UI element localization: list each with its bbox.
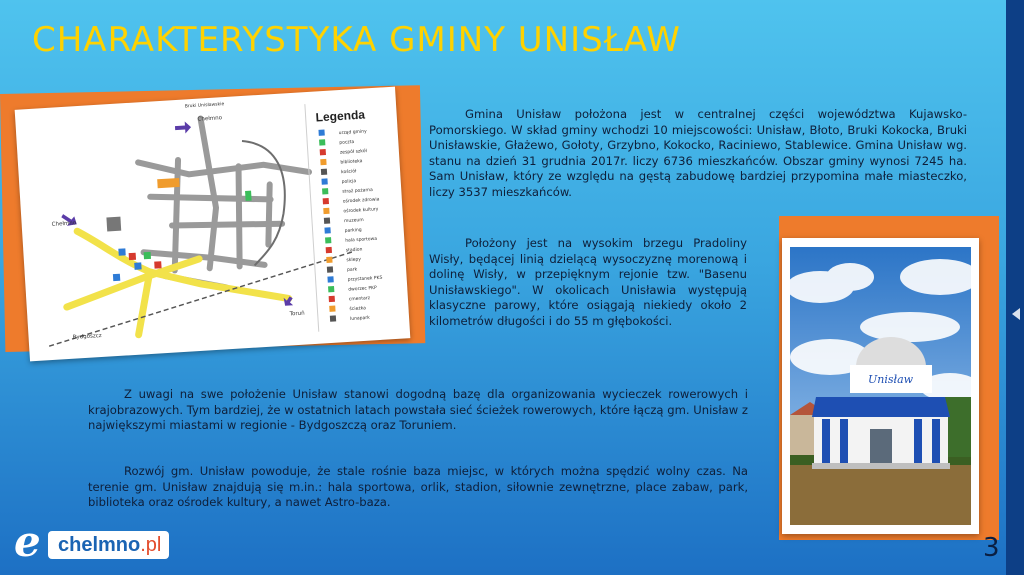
legend-item-icon: [322, 188, 328, 194]
legend-item-icon: [321, 178, 327, 184]
place-label-southwest: Bydgoszcz: [72, 332, 102, 341]
legend-item-icon: [323, 198, 329, 204]
legend-item-icon: [325, 237, 331, 243]
legend-item-label: ścieżka: [349, 306, 367, 313]
legend-item-label: sklepy: [346, 257, 362, 264]
place-label-east: Toruń: [289, 310, 305, 318]
legend-item-icon: [319, 139, 325, 145]
legend-item-icon: [330, 315, 336, 321]
legend-item-label: park: [346, 267, 358, 274]
observatory-drawing: [790, 247, 971, 525]
building-sign: Unisław: [868, 373, 914, 386]
school-marker: [157, 178, 180, 188]
legend-item-label: parking: [344, 227, 362, 234]
legend-item-label: ośrodek kultury: [343, 207, 379, 215]
observatory-photo: [782, 238, 979, 534]
map-legend-items: [318, 126, 387, 323]
logo-e-icon: e: [14, 517, 41, 566]
right-edge-bar: [1006, 0, 1024, 575]
legend-item-icon: [323, 208, 329, 214]
street-grid: [136, 112, 316, 292]
legend-item-label: przystanek PKS: [347, 275, 383, 283]
chelmno-pl-logo[interactable]: [10, 517, 210, 566]
logo-name: chelmno: [58, 534, 141, 556]
legend-item-label: straż pożarna: [342, 187, 374, 195]
legend-item-icon: [321, 169, 327, 175]
legend-item-label: biblioteka: [340, 159, 363, 166]
legend-item-icon: [320, 149, 326, 155]
place-label-north-road: Bruki Unisławskie: [184, 102, 225, 110]
legend-item-label: lunapark: [349, 315, 370, 322]
slide-number: 3: [983, 533, 1000, 563]
paragraph-tourism: Z uwagi na swe położenie Unisław stanowi dogodną bazę dla organizowania wycieczek rowerowych i krajobrazowych. Tym bardziej, że w ostatnich latach powstała sieć ścieżek rowerowych, które łączą gm. Unisław z największymi miastami w regionie - Bydgoszczą oraz Toruniem.: [88, 387, 748, 433]
logo-text: [48, 531, 169, 559]
legend-item-icon: [326, 257, 332, 263]
legend-item-icon: [324, 227, 330, 233]
paragraph-geography: Położony jest na wysokim brzegu Pradoliny Wisły, będącej linią dzielącą wysoczyznę morenową i dolinę Wisły, w przepięknym rejonie tzw. "Basenu Unisławskiego". W okolicach Unisławia występują klasyczne parowy, które osiągają niekiedy około 2 kilometrów długości i do 55 m głębokości.: [429, 236, 747, 328]
church-marker: [106, 217, 121, 232]
place-label-north: Chełmno: [197, 115, 223, 123]
legend-item-icon: [318, 129, 324, 135]
legend-item-label: ośrodek zdrowia: [342, 197, 380, 205]
legend-item-icon: [329, 296, 335, 302]
legend-item-icon: [324, 218, 330, 224]
place-label-west: Chełmno: [51, 220, 77, 228]
legend-item-label: policja: [341, 179, 357, 186]
legend-item-icon: [327, 276, 333, 282]
legend-item-icon: [328, 286, 334, 292]
slide-nav-arrow-icon[interactable]: [1012, 308, 1020, 320]
paragraph-location: Gmina Unisław położona jest w centralnej części województwa Kujawsko-Pomorskiego. W skład gminy wchodzi 10 miejscowości: Unisław, Błoto, Bruki Kokocka, Bruki Unisławskie, Głażewo, Gołoty, Grzybno, Kokocko, Raciniewo, Stablewice. Gmina Unisław wg. stanu na dzień 31 grudnia 2017r. liczy 6736 mieszkańców. Obszar gminy wynosi 7245 ha. Sam Unisław, który ze względu na gęstą zabudowę bardziej przypomina małe miasteczko, liczy 3537 mieszkańców.: [429, 107, 967, 199]
legend-item-label: cmentarz: [348, 296, 371, 303]
slide-title: CHARAKTERYSTYKA GMINY UNISŁAW: [32, 20, 681, 60]
map-legend-title: Legenda: [315, 107, 366, 125]
legend-item-label: poczta: [339, 139, 355, 146]
legend-item-icon: [329, 306, 335, 312]
legend-item-label: dworzec PKP: [348, 285, 377, 293]
legend-item-label: zespół szkół: [339, 149, 368, 156]
legend-item-icon: [327, 266, 333, 272]
map-image: [15, 87, 411, 362]
legend-item-icon: [320, 159, 326, 165]
legend-item-icon: [326, 247, 332, 253]
legend-item-label: muzeum: [343, 217, 364, 225]
legend-item-label: hala sportowa: [345, 236, 378, 244]
logo-suffix: .pl: [140, 534, 162, 556]
paragraph-development: Rozwój gm. Unisław powoduje, że stale rośnie baza miejsc, w których można spędzić wolny czas. Na terenie gm. Unisław znajdują się m.in.: hala sportowa, orlik, stadion, siłownie zewnętrzne, place zabaw, park, biblioteka oraz ośrodek kultury, a nawet Astro-baza.: [88, 464, 748, 510]
legend-item-label: kościół: [340, 169, 357, 176]
map-drawing: [15, 87, 411, 362]
legend-item-label: stadion: [345, 247, 363, 254]
legend-item-label: urząd gminy: [338, 129, 367, 137]
